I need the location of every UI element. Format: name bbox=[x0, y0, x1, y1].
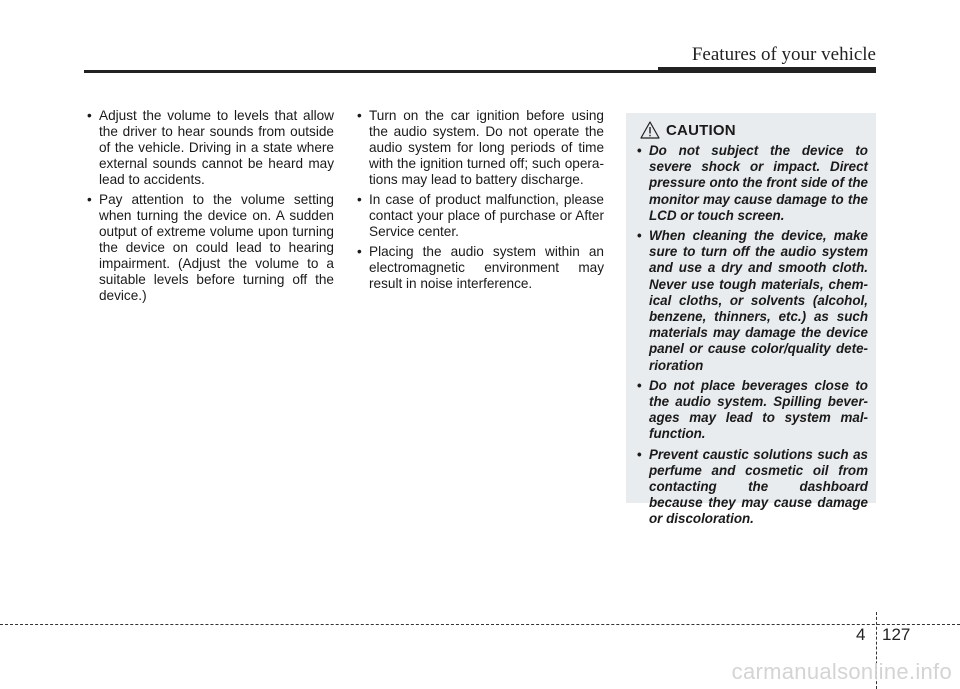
bullet-icon: • bbox=[87, 192, 92, 207]
caution-box bbox=[626, 113, 876, 527]
list-item bbox=[354, 244, 604, 292]
middle-column bbox=[354, 108, 604, 296]
list-item-text: Turn on the car ignition before using the audio system. Do not operate the audio system for long periods of time with the ignition turned off; such opera-tions may lead to battery discharge. bbox=[369, 108, 604, 187]
warning-triangle-icon bbox=[640, 121, 660, 139]
page-number: 127 bbox=[882, 625, 911, 644]
caution-item bbox=[634, 143, 868, 224]
chapter-number: 4 bbox=[856, 625, 866, 644]
caution-item bbox=[634, 228, 868, 374]
list-item bbox=[354, 108, 604, 188]
bullet-icon: • bbox=[357, 244, 362, 259]
bullet-icon: • bbox=[637, 377, 642, 393]
list-item-text: Pay attention to the volume setting when turning the device on. A sudden output of extreme volume upon turning the device on could lead to hearing impairment. (Adjust the volume to a suitable levels before turning off the device.) bbox=[99, 192, 334, 303]
caution-title: CAUTION bbox=[666, 121, 736, 139]
left-column bbox=[84, 108, 334, 308]
caution-item-text: When cleaning the device, make sure to turn off the audio system and use a dry and smooth cloth. Never use tough materials, chem-ical cloths, or solvents (alcohol, benzene, thinners, etc.) as such materials may damage the device panel or cause color/quality dete-rioration bbox=[649, 228, 868, 373]
caution-item-text: Prevent caustic solutions such as perfume and cosmetic oil from contacting the dashboard because they may cause damage or discoloration. bbox=[649, 446, 868, 527]
caution-item-text: Do not subject the device to severe shock or impact. Direct pressure onto the front side of the monitor may cause damage to the LCD or touch screen. bbox=[649, 143, 868, 223]
footer-rule bbox=[0, 624, 960, 625]
caution-header bbox=[640, 121, 868, 139]
list-item bbox=[354, 192, 604, 240]
list-item-text: In case of product malfunction, please contact your place of purchase or After Service center. bbox=[369, 192, 604, 239]
bullet-icon: • bbox=[637, 446, 642, 462]
list-item-text: Adjust the volume to levels that allow the driver to hear sounds from outside of the vehicle. Driving in a state where external sounds cannot be heard may lead to accidents. bbox=[99, 108, 334, 187]
list-item bbox=[84, 192, 334, 304]
bullet-icon: • bbox=[637, 143, 642, 158]
watermark-text: carmanualsonline.info bbox=[731, 659, 952, 684]
caution-item bbox=[634, 378, 868, 443]
header-rule-accent bbox=[658, 67, 876, 73]
bullet-icon: • bbox=[87, 108, 92, 123]
list-item-text: Placing the audio system within an electromagnetic environment may result in noise interference. bbox=[369, 244, 604, 291]
caution-item-text: Do not place beverages close to the audio system. Spilling bever-ages may lead to system mal-function. bbox=[649, 377, 868, 442]
bullet-icon: • bbox=[357, 108, 362, 123]
caution-item bbox=[634, 447, 868, 528]
bullet-icon: • bbox=[357, 192, 362, 207]
section-title: Features of your vehicle bbox=[691, 44, 876, 65]
list-item bbox=[84, 108, 334, 188]
bullet-icon: • bbox=[637, 228, 642, 244]
